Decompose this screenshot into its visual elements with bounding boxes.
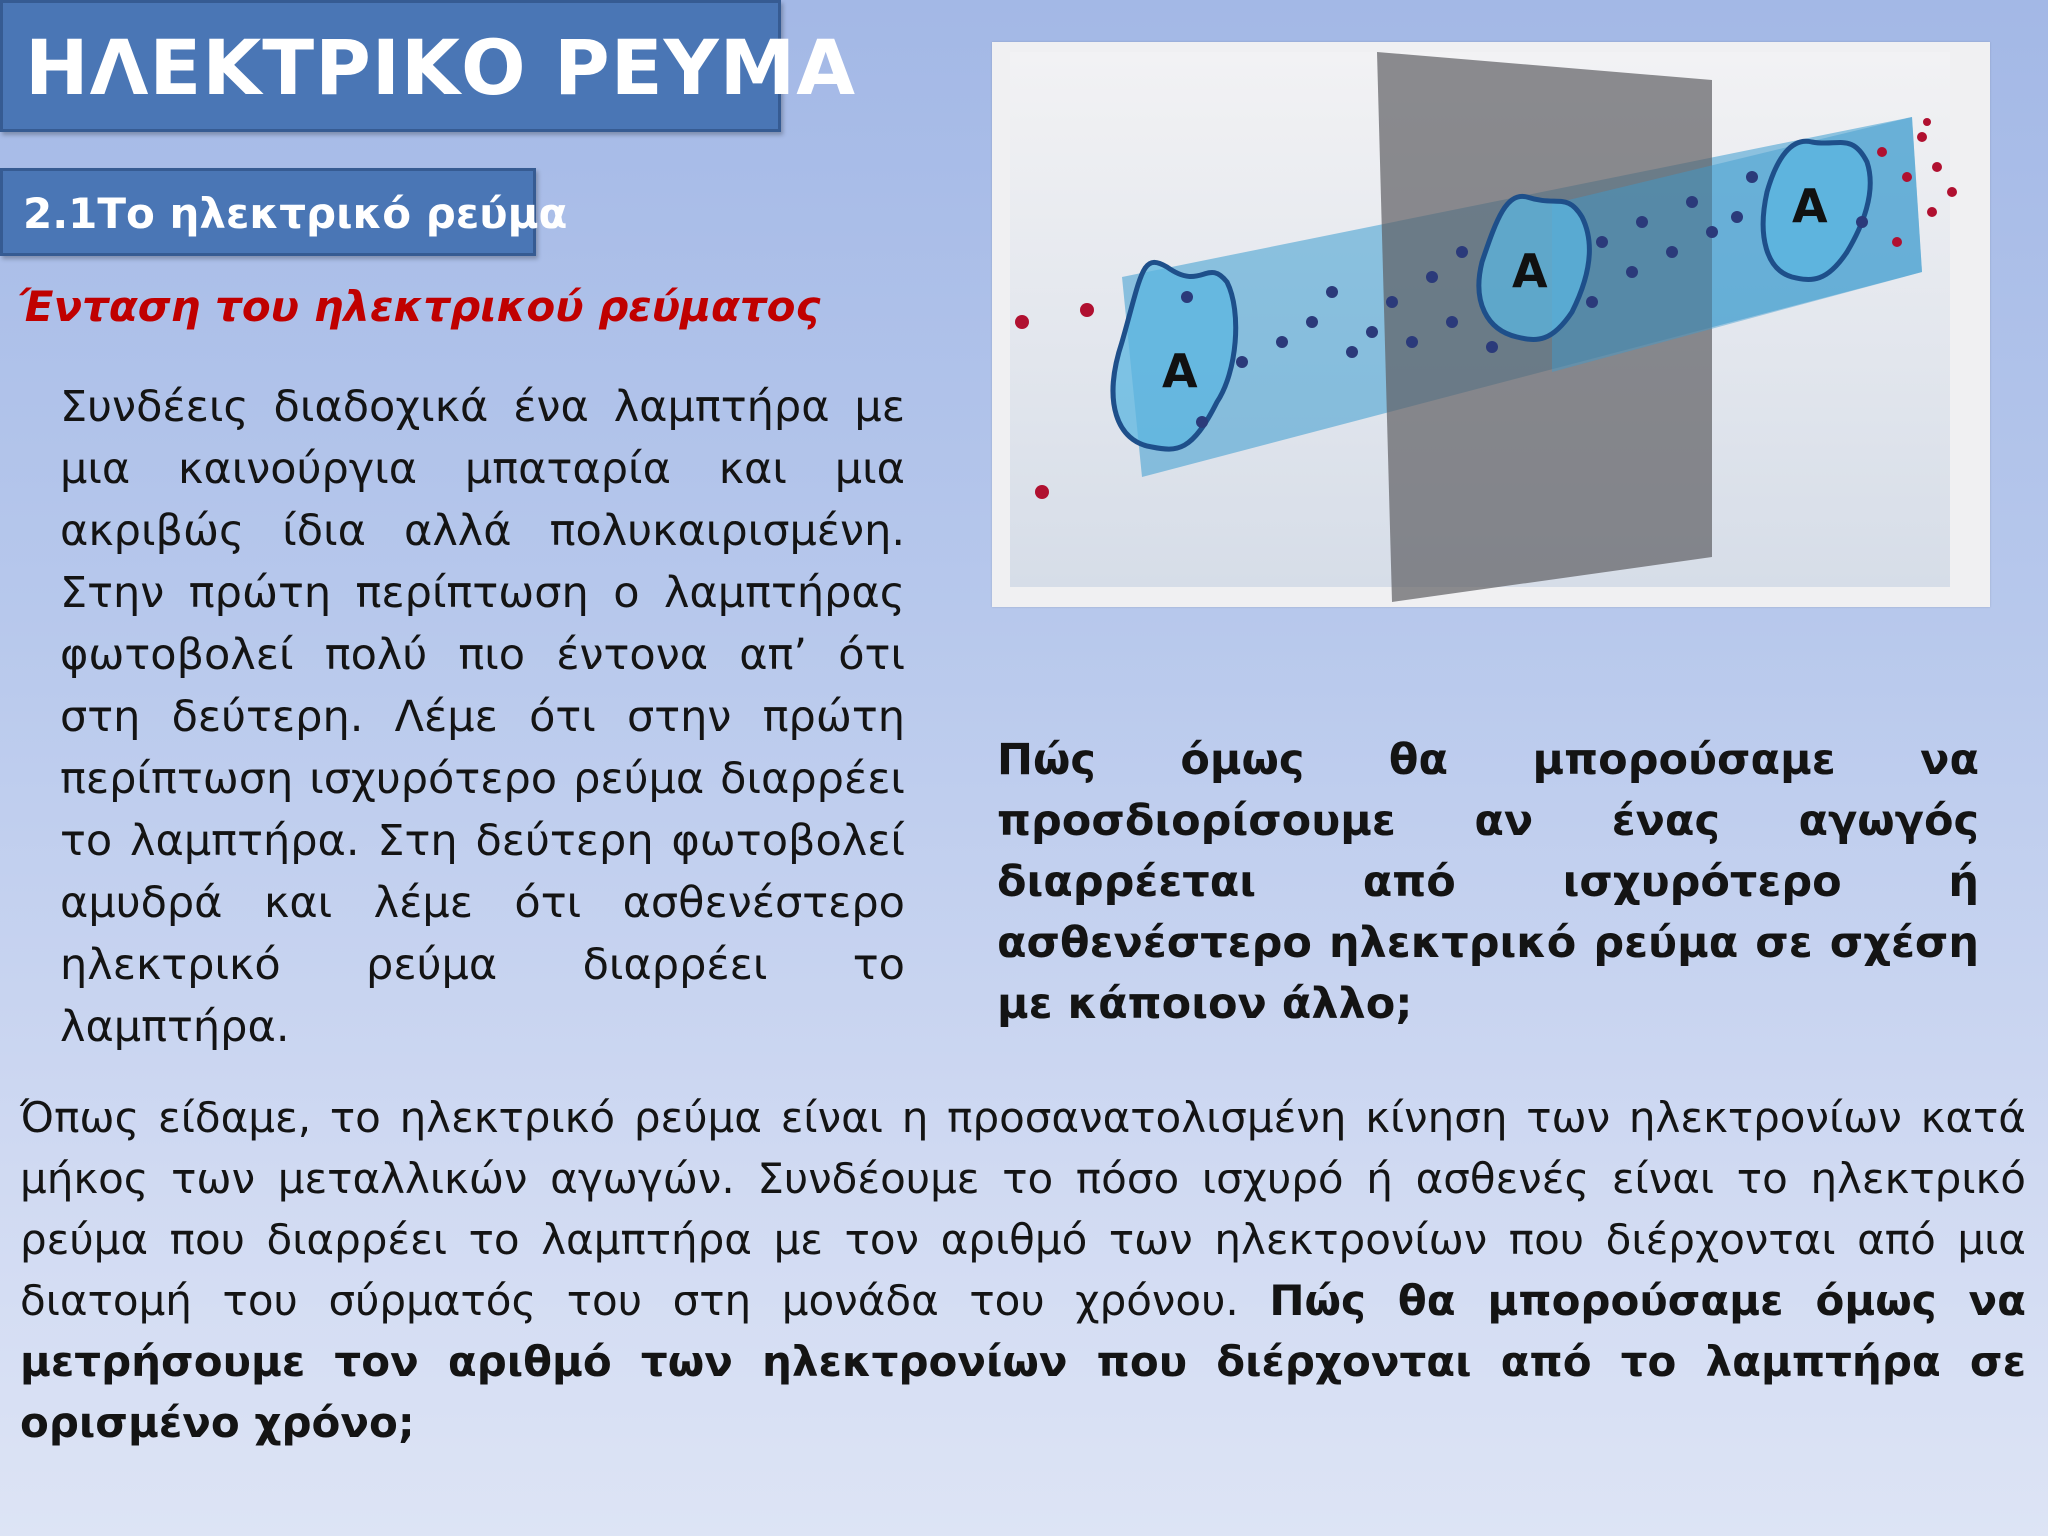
section-heading: Ένταση του ηλεκτρικού ρεύματος <box>18 282 821 331</box>
slide-subtitle: 2.1Το ηλεκτρικό ρεύμα <box>23 189 568 238</box>
question-paragraph: Πώς όμως θα μπορούσαμε να προσδιορίσουμε αν ένας αγωγός διαρρέεται από ισχυρότερο ή ασθενέστερο ηλεκτρικό ρεύμα σε σχέση με κάποιον άλλο; <box>997 735 1979 1029</box>
title-banner <box>0 0 857 132</box>
tube-diagram <box>992 42 1990 607</box>
explanation-question: Πώς θα μπορούσαμε όμως να μετρήσουμε τον αριθμό των ηλεκτρονίων που διέρχονται από το λαμπτήρα σε ορισμένο χρόνο; <box>20 1276 2026 1447</box>
subtitle-banner <box>0 168 568 256</box>
explanation-paragraph <box>20 1087 2026 1453</box>
current-cross-section-figure <box>992 42 1990 607</box>
slide-title: ΗΛΕΚΤΡΙΚΟ ΡΕΥΜΑ <box>25 23 857 112</box>
section-label-3: A <box>1792 179 1828 233</box>
section-label-2: A <box>1512 244 1548 298</box>
section-label-1: A <box>1162 344 1198 398</box>
intro-paragraph: Συνδέεις διαδοχικά ένα λαμπτήρα με μια καινούργια μπαταρία και μια ακριβώς ίδια αλλά πολυκαιρισμένη. Στην πρώτη περίπτωση ο λαμπτήρας φωτοβολεί πολύ πιο έντονα απ’ ότι στη δεύτερη. Λέμε ότι στην πρώτη περίπτωση ισχυρότερο ρεύμα διαρρέει το λαμπτήρα. Στη δεύτερη φωτοβολεί αμυδρά και λέμε ότι ασθενέστερο ηλεκτρικό ρεύμα διαρρέει το λαμπτήρα. <box>60 382 905 1052</box>
explanation-text: Όπως είδαμε, το ηλεκτρικό ρεύμα είναι η προσανατολισμένη κίνηση των ηλεκτρονίων κατά μήκος των μεταλλικών αγωγών. Συνδέουμε το πόσο ισχυρό ή ασθενές είναι το ηλεκτρικό ρεύμα που διαρρέει το λαμπτήρα με τον αριθμό των ηλεκτρονίων που διέρχονται από μια διατομή του σύρματός του στη μονάδα του χρόνου. <box>20 1093 2026 1325</box>
